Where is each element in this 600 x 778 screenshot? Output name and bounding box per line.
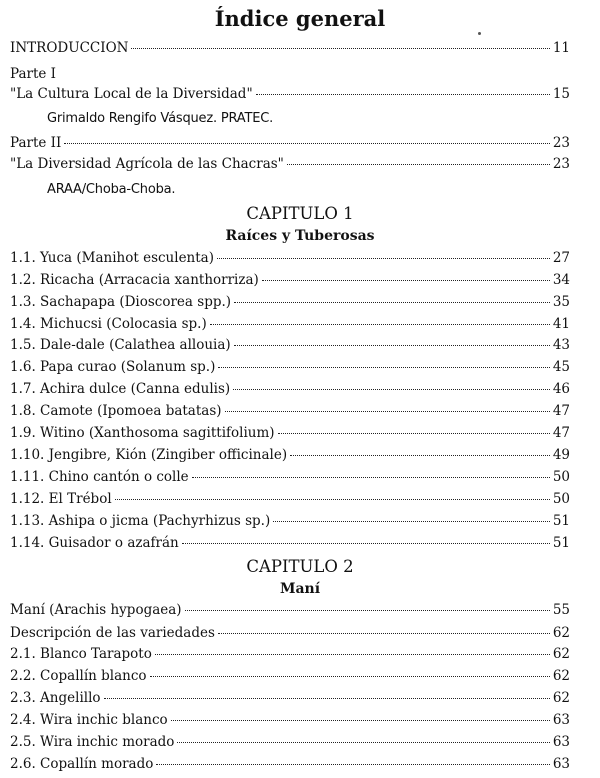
entry-page: 62	[552, 646, 570, 662]
dot-leader	[210, 324, 550, 325]
entry-page: 15	[552, 86, 570, 102]
entry-label: 2.5. Wira inchic morado	[10, 734, 175, 750]
entry-label: 1.8. Camote (Ipomoea batatas)	[10, 403, 222, 419]
dot-leader	[185, 610, 550, 611]
part1-heading: Parte I	[10, 66, 57, 82]
dot-leader	[64, 143, 549, 144]
toc-row[interactable]	[10, 668, 570, 684]
chapter2-heading: CAPITULO 2	[246, 557, 354, 576]
dot-leader	[217, 258, 550, 259]
entry-page: 50	[552, 469, 570, 485]
entry-page: 63	[552, 734, 570, 750]
entry-label: 1.14. Guisador o azafrán	[10, 535, 179, 551]
toc-row[interactable]	[10, 337, 570, 353]
toc-row[interactable]	[10, 469, 570, 485]
entry-label: 2.1. Blanco Tarapoto	[10, 646, 152, 662]
entry-page: 35	[552, 294, 570, 310]
dot-leader	[131, 48, 549, 49]
entry-page: 11	[552, 40, 570, 56]
dot-leader	[218, 633, 550, 634]
entry-label: "La Cultura Local de la Diversidad"	[10, 86, 253, 102]
dot-leader	[156, 764, 549, 765]
entry-page: 43	[552, 337, 570, 353]
entry-label: 1.10. Jengibre, Kión (Zingiber officinale)	[10, 447, 288, 463]
toc-row-part2-heading[interactable]	[10, 135, 570, 151]
entry-page: 63	[552, 756, 570, 772]
toc-row[interactable]	[10, 535, 570, 551]
entry-label: 1.9. Witino (Xanthosoma sagittifolium)	[10, 425, 275, 441]
dot-leader	[234, 345, 550, 346]
entry-page: 45	[552, 359, 570, 375]
toc-row[interactable]	[10, 425, 570, 441]
dot-leader	[192, 477, 550, 478]
toc-row[interactable]	[10, 625, 570, 641]
chapter2-subheading: Maní	[279, 581, 321, 597]
dot-leader	[256, 94, 550, 95]
entry-label: 1.4. Michucsi (Colocasia sp.)	[10, 316, 207, 332]
toc-row[interactable]	[10, 250, 570, 266]
entry-label: 2.6. Copallín morado	[10, 756, 154, 772]
dot-leader	[155, 654, 550, 655]
toc-row[interactable]	[10, 316, 570, 332]
dot-leader	[150, 676, 550, 677]
dot-leader	[234, 302, 550, 303]
entry-label: 1.5. Dale-dale (Calathea allouia)	[10, 337, 231, 353]
entry-label: "La Diversidad Agrícola de las Chacras"	[10, 156, 284, 172]
toc-row[interactable]	[10, 403, 570, 419]
dot-leader	[262, 280, 550, 281]
toc-row[interactable]	[10, 734, 570, 750]
entry-page: 62	[552, 668, 570, 684]
entry-label: Parte II	[10, 135, 62, 151]
dot-leader	[177, 742, 549, 743]
dot-leader	[233, 389, 550, 390]
entry-label: 2.3. Angelillo	[10, 690, 101, 706]
entry-label: 2.4. Wira inchic blanco	[10, 712, 168, 728]
dot-leader	[115, 499, 550, 500]
scan-speck	[478, 32, 481, 35]
entry-page: 47	[552, 425, 570, 441]
entry-label: 1.11. Chino cantón o colle	[10, 469, 189, 485]
entry-page: 55	[552, 602, 570, 618]
dot-leader	[287, 164, 550, 165]
entry-page: 51	[552, 513, 570, 529]
toc-row[interactable]	[10, 602, 570, 618]
entry-page: 47	[552, 403, 570, 419]
entry-label: 1.3. Sachapapa (Dioscorea spp.)	[10, 294, 232, 310]
part1-author: Grimaldo Rengifo Vásquez. PRATEC.	[47, 111, 274, 126]
entry-label: 1.12. El Trébol	[10, 491, 112, 507]
entry-page: 50	[552, 491, 570, 507]
toc-row-part2[interactable]	[10, 156, 570, 172]
dot-leader	[171, 720, 550, 721]
toc-row[interactable]	[10, 646, 570, 662]
entry-page: 49	[552, 447, 570, 463]
entry-page: 23	[552, 156, 570, 172]
entry-label: Maní (Arachis hypogaea)	[10, 602, 182, 618]
entry-page: 41	[552, 316, 570, 332]
entry-page: 34	[552, 272, 570, 288]
entry-label: 2.2. Copallín blanco	[10, 668, 147, 684]
dot-leader	[278, 433, 550, 434]
entry-page: 46	[552, 381, 570, 397]
entry-page: 63	[552, 712, 570, 728]
toc-row[interactable]	[10, 359, 570, 375]
dot-leader	[182, 543, 550, 544]
toc-row-intro[interactable]	[10, 40, 570, 56]
toc-row-part1[interactable]	[10, 86, 570, 102]
entry-label: Descripción de las variedades	[10, 625, 215, 641]
entry-label: INTRODUCCION	[10, 40, 129, 56]
entry-label: 1.2. Ricacha (Arracacia xanthorriza)	[10, 272, 259, 288]
toc-row[interactable]	[10, 294, 570, 310]
toc-row[interactable]	[10, 272, 570, 288]
toc-row[interactable]	[10, 756, 570, 772]
entry-label: 1.7. Achira dulce (Canna edulis)	[10, 381, 231, 397]
entry-label: 1.1. Yuca (Manihot esculenta)	[10, 250, 214, 266]
part2-author: ARAA/Choba-Choba.	[47, 182, 176, 197]
toc-row[interactable]	[10, 491, 570, 507]
entry-page: 51	[552, 535, 570, 551]
toc-row[interactable]	[10, 690, 570, 706]
entry-page: 27	[552, 250, 570, 266]
toc-row[interactable]	[10, 381, 570, 397]
page-title: Índice general	[214, 6, 386, 31]
dot-leader	[218, 367, 549, 368]
entry-label: 1.13. Ashipa o jicma (Pachyrhizus sp.)	[10, 513, 271, 529]
dot-leader	[273, 521, 550, 522]
chapter1-heading: CAPITULO 1	[246, 204, 354, 223]
entry-page: 23	[552, 135, 570, 151]
toc-row[interactable]	[10, 712, 570, 728]
toc-row[interactable]	[10, 447, 570, 463]
toc-row[interactable]	[10, 513, 570, 529]
entry-label: 1.6. Papa curao (Solanum sp.)	[10, 359, 216, 375]
chapter1-subheading: Raíces y Tuberosas	[225, 228, 375, 244]
dot-leader	[290, 455, 550, 456]
entry-page: 62	[552, 625, 570, 641]
dot-leader	[104, 698, 550, 699]
dot-leader	[225, 411, 550, 412]
entry-page: 62	[552, 690, 570, 706]
